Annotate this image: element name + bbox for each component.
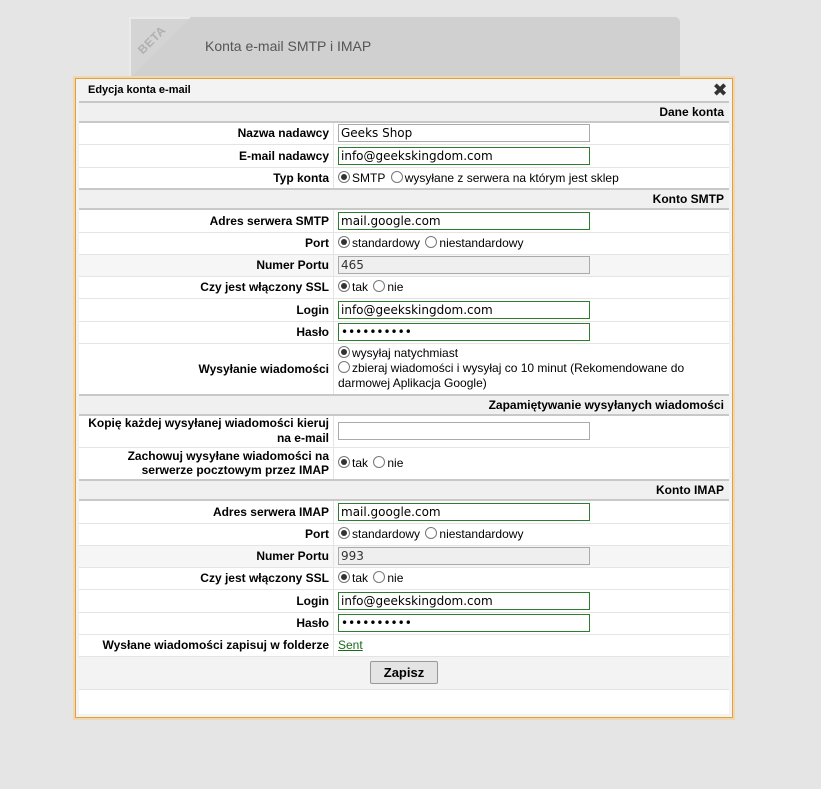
section-title: Zapamiętywanie wysyłanych wiadomości [79,395,729,415]
keep-yes-label: tak [352,456,369,471]
sender-email-input[interactable] [338,147,590,165]
row-smtp-password [79,321,729,343]
imap-ssl-yes-radio[interactable] [338,571,350,583]
row-smtp-port [79,232,729,254]
keep-yes-radio[interactable] [338,456,350,468]
row-smtp-ssl [79,276,729,298]
section-title: Dane konta [79,102,729,122]
smtp-server-label: Adres serwera SMTP [79,209,334,232]
imap-port-number-label: Numer Portu [79,545,334,567]
row-smtp-server [79,209,729,232]
imap-server-input[interactable] [338,503,590,521]
row-smtp-login [79,298,729,321]
keep-no-label: nie [387,456,404,471]
imap-password-label: Hasło [79,612,334,634]
type-local-label: wysyłane z serwera na którym jest sklep [404,170,619,185]
smtp-login-label: Login [79,298,334,321]
imap-port-standard-radio[interactable] [338,527,350,539]
smtp-ssl-no-label: nie [387,280,404,294]
smtp-password-input[interactable] [338,323,590,341]
imap-ssl-yes-label: tak [352,571,369,585]
edit-account-dialog [75,78,733,718]
beta-label: BETA [134,23,169,57]
send-immediately-radio[interactable] [338,346,350,358]
smtp-port-label: Port [79,232,334,254]
smtp-login-input[interactable] [338,301,590,319]
keep-imap-label: Zachowuj wysyłane wiadomości na serwerze pocztowym przez IMAP [79,447,334,480]
imap-server-label: Adres serwera IMAP [79,500,334,523]
smtp-port-custom-radio[interactable] [425,236,437,248]
section-title: Konto IMAP [79,480,729,500]
imap-port-number-input[interactable] [338,547,590,565]
keep-no-radio[interactable] [373,456,385,468]
background-header [129,17,680,79]
row-imap-password [79,612,729,634]
imap-port-label: Port [79,523,334,545]
section-title: Konto SMTP [79,189,729,209]
section-saving [79,395,729,415]
sender-name-input[interactable] [338,124,590,142]
row-imap-server [79,500,729,523]
dialog-title: Edycja konta e-mail [88,84,191,96]
send-batched-radio[interactable] [338,361,350,373]
imap-password-input[interactable] [338,614,590,632]
background-title: Konta e-mail SMTP i IMAP [205,38,372,54]
type-local-radio[interactable] [391,171,403,183]
smtp-port-standard-radio[interactable] [338,236,350,248]
smtp-port-standard-label: standardowy [352,236,421,250]
send-batched-label: zbieraj wiadomości i wysyłaj co 10 minut (Rekomendowane do darmowej Aplikacja Google) [338,361,685,391]
sender-name-label: Nazwa nadawcy [79,122,334,144]
send-immediately-label: wysyłaj natychmiast [352,346,459,361]
dialog-body [79,101,729,714]
smtp-ssl-yes-label: tak [352,280,369,294]
row-submit [79,656,729,689]
smtp-port-number-label: Numer Portu [79,254,334,276]
sender-email-label: E-mail nadawcy [79,144,334,167]
imap-ssl-label: Czy jest włączony SSL [79,567,334,589]
row-account-type [79,167,729,189]
imap-ssl-no-label: nie [387,571,404,585]
row-imap-login [79,589,729,612]
smtp-server-input[interactable] [338,212,590,230]
smtp-port-custom-label: niestandardowy [439,236,524,250]
account-form [79,101,729,690]
row-imap-folder [79,634,729,656]
imap-port-custom-radio[interactable] [425,527,437,539]
sending-mode-label: Wysyłanie wiadomości [79,343,334,395]
imap-login-label: Login [79,589,334,612]
smtp-ssl-label: Czy jest włączony SSL [79,276,334,298]
imap-login-input[interactable] [338,592,590,610]
sent-folder-link[interactable]: Sent [338,638,363,652]
type-smtp-radio[interactable] [338,171,350,183]
row-smtp-sending [79,343,729,395]
section-imap [79,480,729,500]
imap-port-standard-label: standardowy [352,527,421,541]
smtp-ssl-no-radio[interactable] [373,280,385,292]
smtp-port-number-input[interactable] [338,256,590,274]
smtp-password-label: Hasło [79,321,334,343]
close-icon[interactable]: ✖ [712,80,728,100]
row-copy-email [79,415,729,447]
row-imap-port [79,523,729,545]
row-imap-port-number [79,545,729,567]
section-smtp [79,189,729,209]
copy-email-input[interactable] [338,422,590,440]
row-imap-ssl [79,567,729,589]
copy-email-label: Kopię każdej wysyłanej wiadomości kieruj na e-mail [79,415,334,447]
row-keep-imap [79,447,729,480]
sent-folder-label: Wysłane wiadomości zapisuj w folderze [79,634,334,656]
section-account [79,102,729,122]
row-sender-email [79,144,729,167]
imap-ssl-no-radio[interactable] [373,571,385,583]
beta-ribbon [129,17,191,79]
type-smtp-label: SMTP [352,170,386,185]
smtp-ssl-yes-radio[interactable] [338,280,350,292]
row-smtp-port-number [79,254,729,276]
imap-port-custom-label: niestandardowy [439,527,524,541]
row-sender-name [79,122,729,144]
account-type-label: Typ konta [79,167,334,189]
save-button[interactable]: Zapisz [370,661,438,684]
